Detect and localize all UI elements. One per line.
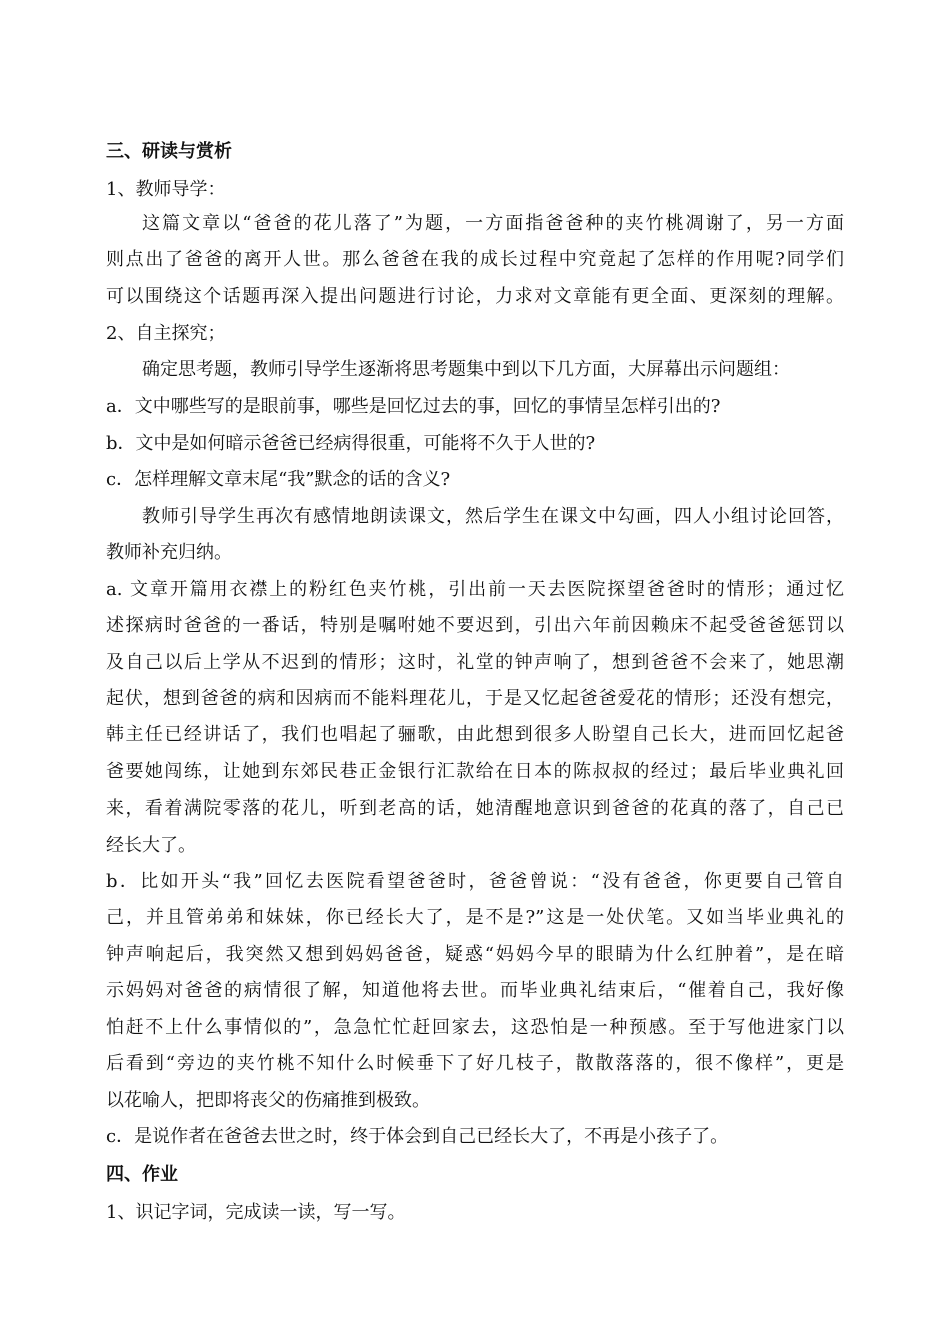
answer-b-line-1: b．比如开头“我”回忆去医院看望爸爸时，爸爸曾说：“没有爸爸，你更要自己管自: [106, 871, 844, 892]
answer-a-line-6: 爸要她闯练，让她到东郊民巷正金银行汇款给在日本的陈叔叔的经过；最后毕业典礼回: [106, 761, 844, 782]
answer-b-line-2: 己，并且管弟弟和妹妹，你已经长大了，是不是?”这是一处伏笔。又如当毕业典礼的: [106, 907, 844, 928]
teacher-guide-line-2: 则点出了爸爸的离开人世。那么爸爸在我的成长过程中究竟起了怎样的作用呢?同学们: [106, 249, 844, 270]
section-heading-homework: 四、作业: [106, 1164, 178, 1185]
question-b: b．文中是如何暗示爸爸已经病得很重，可能将不久于人世的?: [106, 433, 596, 454]
section-heading-research: 三、研读与赏析: [106, 141, 232, 162]
answer-a-line-7: 来，看着满院零落的花儿，听到老高的话，她清醒地意识到爸爸的花真的落了，自己已: [106, 798, 844, 819]
answer-a-line-4: 起伏，想到爸爸的病和因病而不能料理花儿，于是又忆起爸爸爱花的情形；还没有想完，: [106, 688, 844, 709]
answer-b-line-6: 后看到“旁边的夹竹桃不知什么时候垂下了好几枝子，散散落落的，很不像样”，更是: [106, 1053, 844, 1074]
discussion-line-1: 教师引导学生再次有感情地朗读课文，然后学生在课文中勾画，四人小组讨论回答，: [142, 506, 844, 527]
teacher-guide-line-1: 这篇文章以“爸爸的花儿落了”为题，一方面指爸爸种的夹竹桃凋谢了，另一方面: [142, 213, 844, 234]
question-c: c．怎样理解文章末尾“我”默念的话的含义?: [106, 469, 451, 490]
answer-b-line-4: 示妈妈对爸爸的病情很了解，知道他将去世。而毕业典礼结束后，“催着自己，我好像: [106, 980, 844, 1001]
answer-a-line-3: 及自己以后上学从不迟到的情形；这时，礼堂的钟声响了，想到爸爸不会来了，她思潮: [106, 652, 844, 673]
discussion-line-2: 教师补充归纳。: [106, 542, 232, 563]
answer-a-line-2: 述探病时爸爸的一番话，特别是嘱咐她不要迟到，引出六年前因赖床不起受爸爸惩罚以: [106, 615, 844, 636]
item-teacher-guide-label: 1、教师导学：: [106, 179, 226, 200]
answer-c: c．是说作者在爸爸去世之时，终于体会到自己已经长大了，不再是小孩子了。: [106, 1126, 729, 1147]
item-self-inquiry-label: 2、自主探究；: [106, 323, 226, 344]
answer-b-line-3: 钟声响起后，我突然又想到妈妈爸爸，疑惑“妈妈今早的眼睛为什么红肿着”，是在暗: [106, 944, 844, 965]
answer-a-line-1: a. 文章开篇用衣襟上的粉红色夹竹桃，引出前一天去医院探望爸爸时的情形；通过忆: [106, 579, 844, 600]
homework-item-1: 1、识记字词，完成读一读，写一写。: [106, 1202, 406, 1223]
answer-b-line-5: 怕赶不上什么事情似的”，急急忙忙赶回家去，这恐怕是一种预感。至于写他进家门以: [106, 1017, 844, 1038]
inquiry-intro: 确定思考题，教师引导学生逐渐将思考题集中到以下几方面，大屏幕出示问题组：: [142, 359, 790, 380]
answer-a-line-8: 经长大了。: [106, 835, 196, 856]
question-a: a．文中哪些写的是眼前事，哪些是回忆过去的事，回忆的事情呈怎样引出的?: [106, 396, 721, 417]
answer-b-line-7: 以花喻人，把即将丧父的伤痛推到极致。: [106, 1090, 430, 1111]
teacher-guide-line-3: 可以围绕这个话题再深入提出问题进行讨论，力求对文章能有更全面、更深刻的理解。: [106, 286, 844, 307]
answer-a-line-5: 韩主任已经讲话了，我们也唱起了骊歌，由此想到很多人盼望自己长大，进而回忆起爸: [106, 724, 844, 745]
